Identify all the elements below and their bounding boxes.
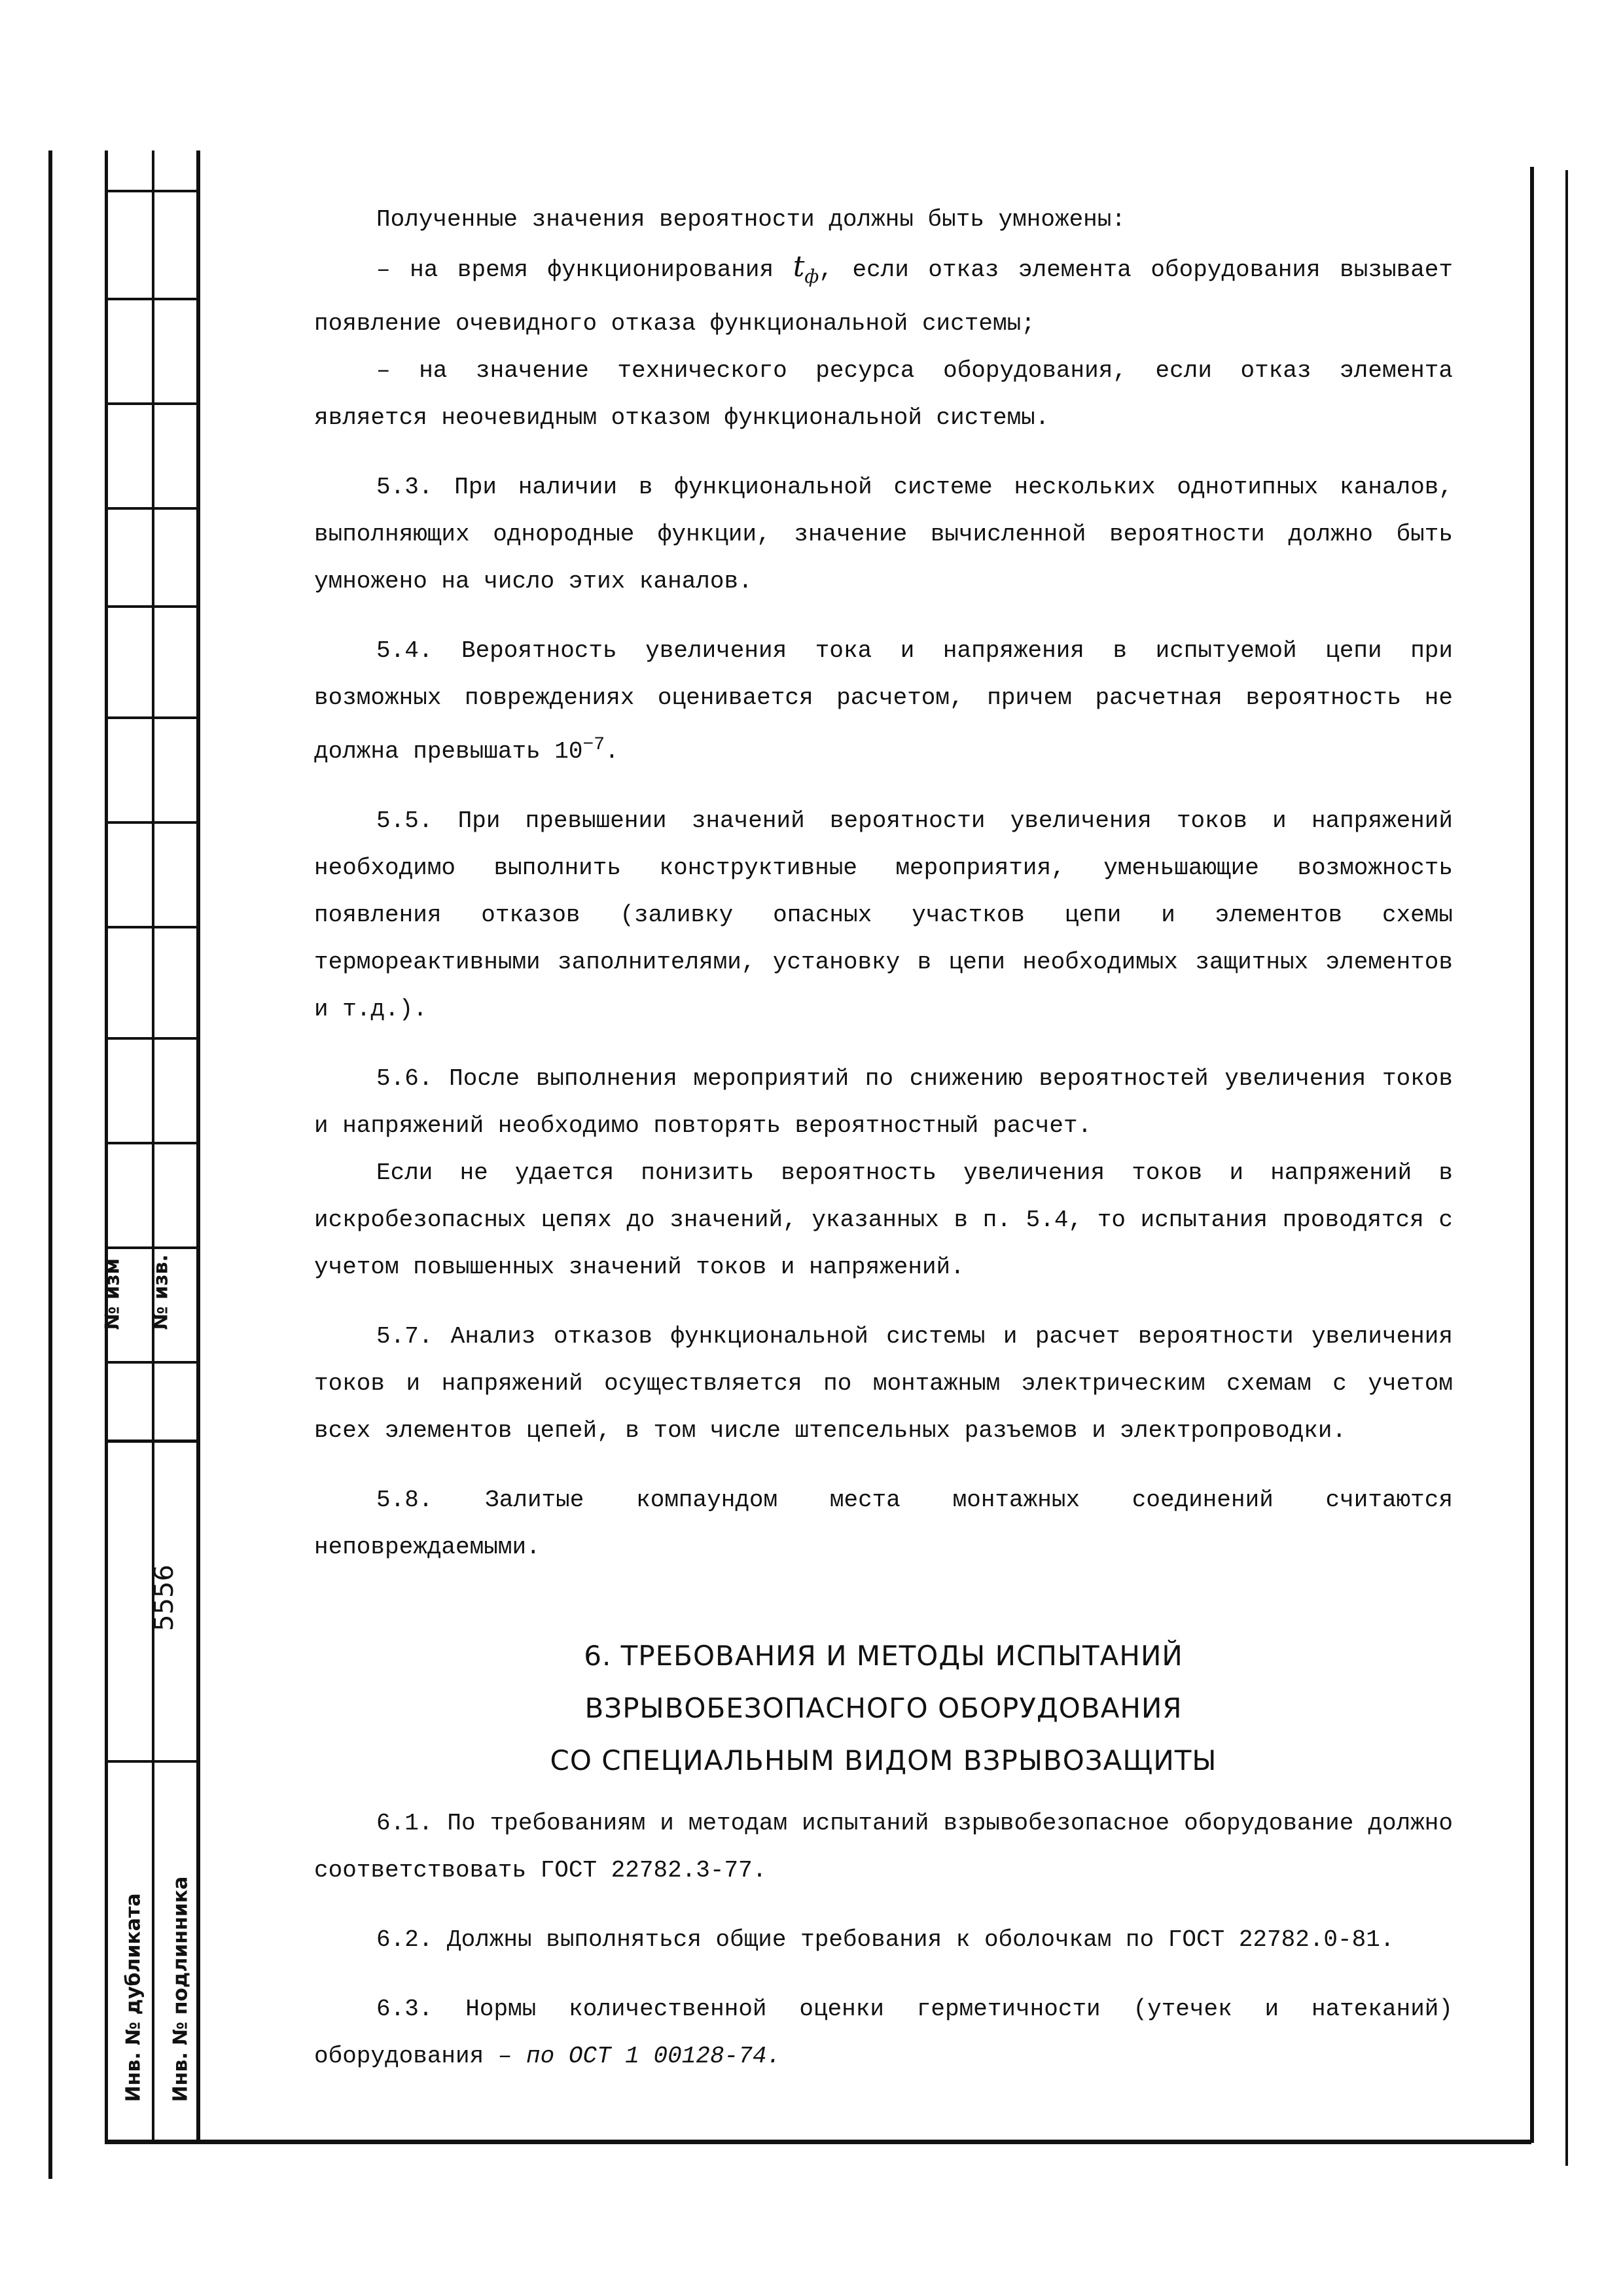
stamp-izv-label: № изв. (149, 1254, 173, 1330)
stamp-duplicate-label: Инв. № дубликата (122, 1893, 145, 2102)
stamp-cell-line (105, 1361, 200, 1364)
paragraph-operation-time (314, 243, 1453, 347)
paragraph-5-4 (314, 627, 1453, 775)
stamp-cell-line (105, 605, 200, 608)
stamp-cell-line (105, 1246, 200, 1249)
spacer (314, 1894, 1453, 1916)
spacer (314, 1964, 1453, 1986)
frame-right-line (1530, 167, 1534, 2143)
paragraph-intro: Полученные значения вероятности должны быть умножены: (376, 206, 1126, 233)
stamp-cell-line (105, 402, 200, 405)
spacer (314, 605, 1453, 627)
paragraph-5-6: 5.6. После выполнения мероприятий по снижению вероятностей увеличения токов и напряжений необходимо повторять вероятностный расчет. (314, 1065, 1453, 1139)
stamp-cell-line (105, 926, 200, 928)
left-outer-border (48, 150, 52, 2179)
stamp-cell-line (105, 298, 200, 300)
paragraph-5-4-exponent: −7 (582, 734, 605, 755)
paragraph-6-2: 6.2. Должны выполняться общие требования к оболочкам по ГОСТ 22782.0-81. (376, 1926, 1395, 1953)
spacer (314, 1033, 1453, 1055)
paragraph-6-1: 6.1. По требованиям и методам испытаний взрывобезопасное оборудование должно соответствовать ГОСТ 22782.3-77. (314, 1809, 1453, 1884)
paragraph-5-8: 5.8. Залитые компаундом места монтажных соединений считаются неповреждаемыми. (314, 1486, 1453, 1561)
paragraph-operation-time-end: , если отказ элемента оборудования вызывает появление очевидного отказа функциональной системы; (314, 256, 1454, 337)
paragraph-6-3 (314, 1986, 1453, 2080)
paragraph-6-3-tail: – по ОСТ 1 00128-74. (484, 2042, 781, 2070)
paragraph-5-4-text: 5.4. Вероятность увеличения тока и напряжения в испытуемой цепи при возможных повреждениях оценивается расчетом, причем расчетная вероятность не должна превышать 10 (314, 637, 1453, 765)
frame-left-line (105, 150, 108, 2143)
stamp-cell-line (105, 1760, 200, 1763)
stamp-cell-line (105, 507, 200, 510)
section-6-heading-line-2: ВЗРЫВОБЕЗОПАСНОГО ОБОРУДОВАНИЯ (584, 1691, 1183, 1724)
time-symbol-base: t (793, 250, 805, 283)
paragraph-5-6-continuation: Если не удается понизить вероятность увеличения токов и напряжений в искробезопасных цепях до значений, указанных в п. 5.4, то испытания проводятся с учетом повышенных значений токов и напряжений. (314, 1159, 1453, 1280)
frame-content-left-line (196, 150, 200, 2143)
paragraph-5-4-end: . (605, 737, 619, 765)
paragraph-6-3-main: 6.3. Нормы количественной оценки герметичности (утечек и натеканий) оборудования (314, 1995, 1453, 2070)
stamp-cell-line (105, 190, 200, 192)
spacer (314, 1291, 1453, 1313)
time-symbol-sub: ф (804, 265, 819, 287)
paragraph-resource: – на значение технического ресурса оборудования, если отказ элемента является неочевидным отказом функциональной системы. (314, 357, 1453, 431)
document-body (314, 196, 1453, 2080)
stamp-izm-label: № изм (101, 1258, 124, 1330)
stamp-original-label: Инв. № подлинника (169, 1876, 192, 2102)
spacer (314, 1787, 1453, 1800)
section-6-heading-line-1: 6. ТРЕБОВАНИЯ И МЕТОДЫ ИСПЫТАНИЙ (584, 1639, 1183, 1672)
stamp-cell-line (105, 1037, 200, 1040)
spacer (314, 442, 1453, 464)
frame-stamp-divider (152, 150, 154, 2143)
time-symbol (793, 250, 819, 287)
stamp-cell-line (105, 821, 200, 824)
stamp-cell-line (105, 1439, 200, 1443)
stamp-cell-line (105, 716, 200, 719)
right-outer-border (1565, 170, 1568, 2166)
stamp-original-number: 5556 (149, 1564, 179, 1631)
paragraph-5-5: 5.5. При превышении значений вероятности увеличения токов и напряжений необходимо выполнить конструктивные мероприятия, уменьшающие возможность появления отказов (заливку опасных участков цепи и элементов схемы термореактивными заполнителями, установку в цепи необходимых защитных элементов и т.д.). (314, 807, 1453, 1023)
paragraph-5-3: 5.3. При наличии в функциональной системе нескольких однотипных каналов, выполняющих однородные функции, значение вычисленной вероятности должно быть умножено на число этих каналов. (314, 473, 1453, 595)
paragraph-operation-time-start: – на время функционирования (376, 256, 774, 283)
spacer (314, 775, 1453, 798)
stamp-cell-line (105, 1142, 200, 1144)
frame-bottom-line (105, 2140, 1531, 2144)
paragraph-5-7: 5.7. Анализ отказов функциональной системы и расчет вероятности увеличения токов и напряжений осуществляется по монтажным электрическим схемам с учетом всех элементов цепей, в том числе штепсельных разъемов и электропроводки. (314, 1322, 1453, 1444)
spacer (314, 1571, 1453, 1630)
section-6-heading-line-3: СО СПЕЦИАЛЬНЫМ ВИДОМ ВЗРЫВОЗАЩИТЫ (550, 1744, 1217, 1776)
spacer (314, 1455, 1453, 1477)
